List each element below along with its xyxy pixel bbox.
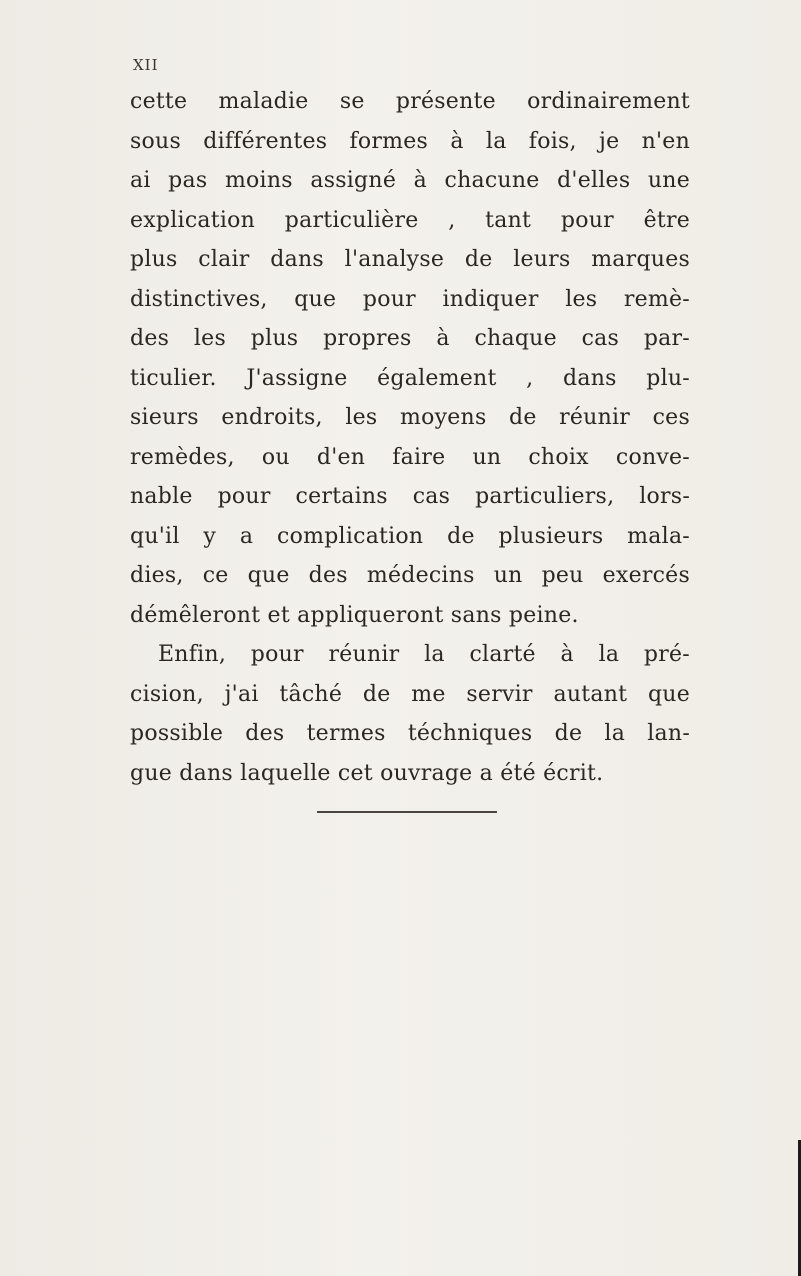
text-line: possible des termes téchniques de la lan-	[130, 721, 690, 746]
text-line: qu'il y a complication de plusieurs mala-	[130, 523, 690, 549]
text-line: des les plus propres à chaque cas par-	[130, 326, 690, 351]
text-line: ai pas moins assigné à chacune d'elles une	[130, 168, 690, 193]
text-line: Enfin, pour réunir la clarté à la pré-	[158, 642, 690, 667]
text-line: ticulier. J'assigne également , dans plu-	[130, 365, 690, 391]
text-line: dies, ce que des médecins un peu exercés	[130, 563, 690, 588]
text-line: sieurs endroits, les moyens de réunir ces	[130, 405, 690, 430]
section-divider	[317, 811, 497, 813]
paragraph-2	[130, 635, 690, 793]
text-line: sous différentes formes à la fois, je n'en	[130, 128, 690, 154]
text-line: démêleront et appliqueront sans peine.	[130, 602, 579, 628]
text-line: remèdes, ou d'en faire un choix conve-	[130, 444, 690, 470]
page-number: XII	[133, 56, 159, 74]
body-text	[130, 82, 690, 793]
text-line: cette maladie se présente ordinairement	[130, 89, 690, 114]
paragraph-1	[130, 82, 690, 635]
text-line: gue dans laquelle cet ouvrage a été écrit.	[130, 760, 604, 786]
text-line: plus clair dans l'analyse de leurs marques	[130, 247, 690, 272]
text-line: nable pour certains cas particuliers, lors-	[130, 484, 690, 509]
text-line: distinctives, que pour indiquer les remè-	[130, 286, 690, 312]
text-line: explication particulière , tant pour être	[130, 207, 690, 233]
text-line: cision, j'ai tâché de me servir autant que	[130, 681, 690, 707]
